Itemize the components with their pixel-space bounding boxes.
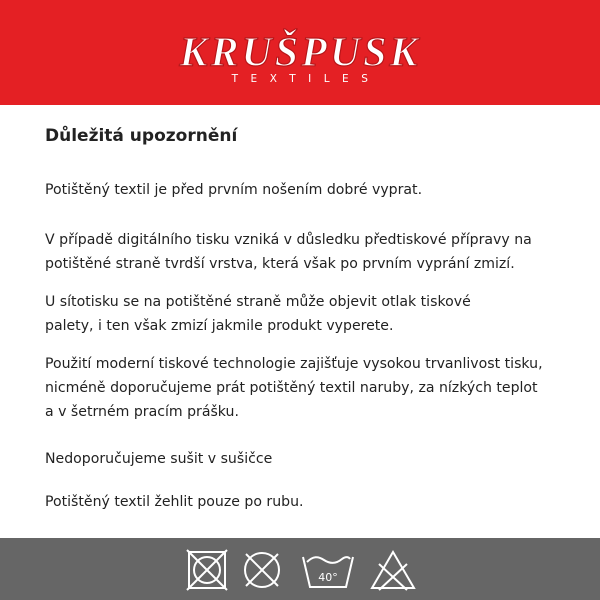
brand-logo (0, 28, 600, 76)
wash-temperature-label: 40° (318, 571, 338, 584)
paragraph-line: potištěné straně tvrdší vrstva, která však po prvním vyprání zmizí. (45, 256, 515, 272)
paragraph-line: a v šetrném pracím prášku. (45, 404, 239, 420)
svg-text:KRUŠPUSK: KRUŠPUSK (179, 30, 421, 76)
wash-40-icon (300, 548, 356, 592)
brand-tagline: TEXTILES (231, 73, 381, 85)
care-symbols-bar (0, 538, 600, 600)
no-tumble-dry-icon (185, 548, 229, 592)
paragraph-line: Potištěný textil žehlit pouze po rubu. (45, 494, 304, 510)
notice-paragraph (45, 178, 422, 202)
do-not-bleach-icon (368, 548, 418, 592)
notice-title: Důležitá upozornění (45, 126, 238, 146)
brand-header (0, 0, 600, 105)
paragraph-line: Potištěný textil je před prvním nošením dobré vyprat. (45, 182, 423, 198)
notice-paragraph (45, 228, 532, 276)
notice-paragraph (45, 352, 543, 424)
paragraph-line: nicméně doporučujeme prát potištěný textil naruby, za nízkých teplot (45, 380, 538, 396)
paragraph-line: Nedoporučujeme sušit v sušičce (45, 451, 273, 467)
notice-paragraph (45, 447, 272, 471)
paragraph-line: U sítotisku se na potištěné straně může objevit otlak tiskové (45, 294, 471, 310)
paragraph-line: palety, i ten však zmizí jakmile produkt vyperete. (45, 318, 394, 334)
notice-paragraph (45, 490, 304, 514)
paragraph-line: V případě digitálního tisku vzniká v důsledku předtiskové přípravy na (45, 232, 532, 248)
do-not-dry-clean-icon (240, 548, 284, 592)
notice-paragraph (45, 290, 471, 338)
paragraph-line: Použití moderní tiskové technologie zajišťuje vysokou trvanlivost tisku, (45, 356, 543, 372)
